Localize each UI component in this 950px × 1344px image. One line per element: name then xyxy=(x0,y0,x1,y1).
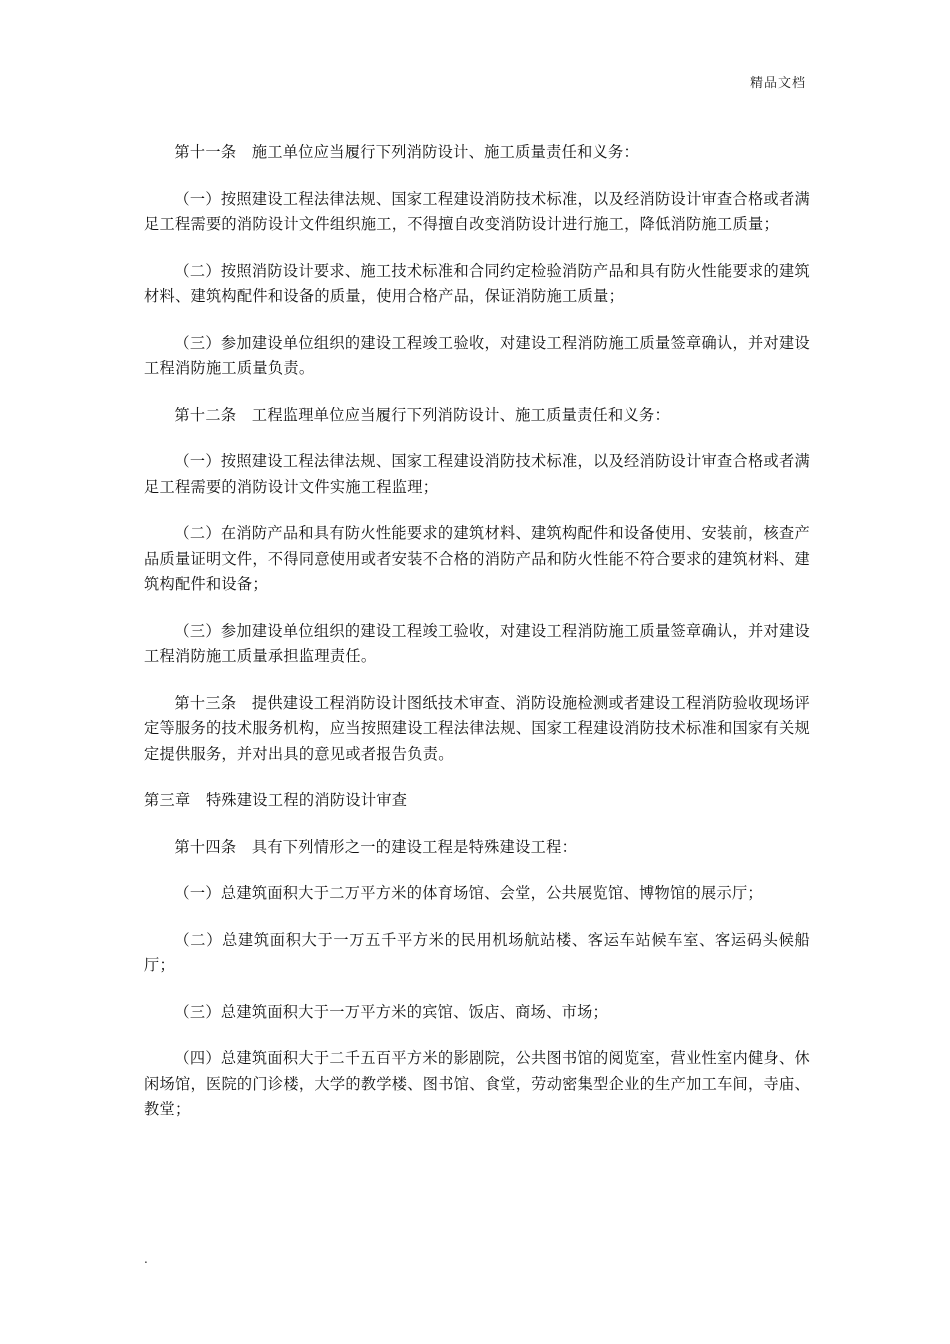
document-body xyxy=(144,140,810,1144)
article-14-item-3: （三）总建筑面积大于一万平方米的宾馆、饭店、商场、市场； xyxy=(174,1002,609,1021)
chapter-3-heading: 第三章 特殊建设工程的消防设计审查 xyxy=(144,791,408,809)
article-14-item-4: （四）总建筑面积大于二千五百平方米的影剧院，公共图书馆的阅览室，营业性室内健身、休闲场馆，医院的门诊楼，大学的教学楼、图书馆、食堂，劳动密集型企业的生产加工车间，寺庙、教堂； xyxy=(144,1049,810,1118)
article-12-title: 第十二条 工程监理单位应当履行下列消防设计、施工质量责任和义务： xyxy=(174,405,670,424)
article-14-item-1: （一）总建筑面积大于二万平方米的体育场馆、会堂，公共展览馆、博物馆的展示厅； xyxy=(174,884,763,902)
article-11-title: 第十一条 施工单位应当履行下列消防设计、施工质量责任和义务： xyxy=(174,143,640,161)
article-14-title: 第十四条 具有下列情形之一的建设工程是特殊建设工程： xyxy=(174,837,578,856)
article-11-item-1: （一）按照建设工程法律法规、国家工程建设消防技术标准，以及经消防设计审查合格或者满足工程需要的消防设计文件组织施工，不得擅自改变消防设计进行施工，降低消防施工质量； xyxy=(144,189,810,233)
article-12-item-2: （二）在消防产品和具有防火性能要求的建筑材料、建筑构配件和设备使用、安装前，核查产品质量证明文件，不得同意使用或者安装不合格的消防产品和防火性能不符合要求的建筑材料、建筑构配件和设备； xyxy=(144,524,810,593)
article-11-item-2: （二）按照消防设计要求、施工技术标准和合同约定检验消防产品和具有防火性能要求的建筑材料、建筑构配件和设备的质量，使用合格产品，保证消防施工质量； xyxy=(144,261,810,305)
article-14-item-2: （二）总建筑面积大于一万五千平方米的民用机场航站楼、客运车站候车室、客运码头候船厅； xyxy=(144,930,810,974)
article-12-item-3: （三）参加建设单位组织的建设工程竣工验收，对建设工程消防施工质量签章确认，并对建设工程消防施工质量承担监理责任。 xyxy=(144,621,810,665)
article-12-item-1: （一）按照建设工程法律法规、国家工程建设消防技术标准，以及经消防设计审查合格或者满足工程需要的消防设计文件实施工程监理； xyxy=(144,452,810,496)
article-11-item-3: （三）参加建设单位组织的建设工程竣工验收，对建设工程消防施工质量签章确认，并对建设工程消防施工质量负责。 xyxy=(144,333,810,377)
page-header-label: 精品文档 xyxy=(749,76,806,91)
article-13: 第十三条 提供建设工程消防设计图纸技术审查、消防设施检测或者建设工程消防验收现场评定等服务的技术服务机构，应当按照建设工程法律法规、国家工程建设消防技术标准和国家有关规定提供服务，并对出具的意见或者报告负责。 xyxy=(144,693,810,763)
footer-mark: . xyxy=(144,1252,148,1266)
